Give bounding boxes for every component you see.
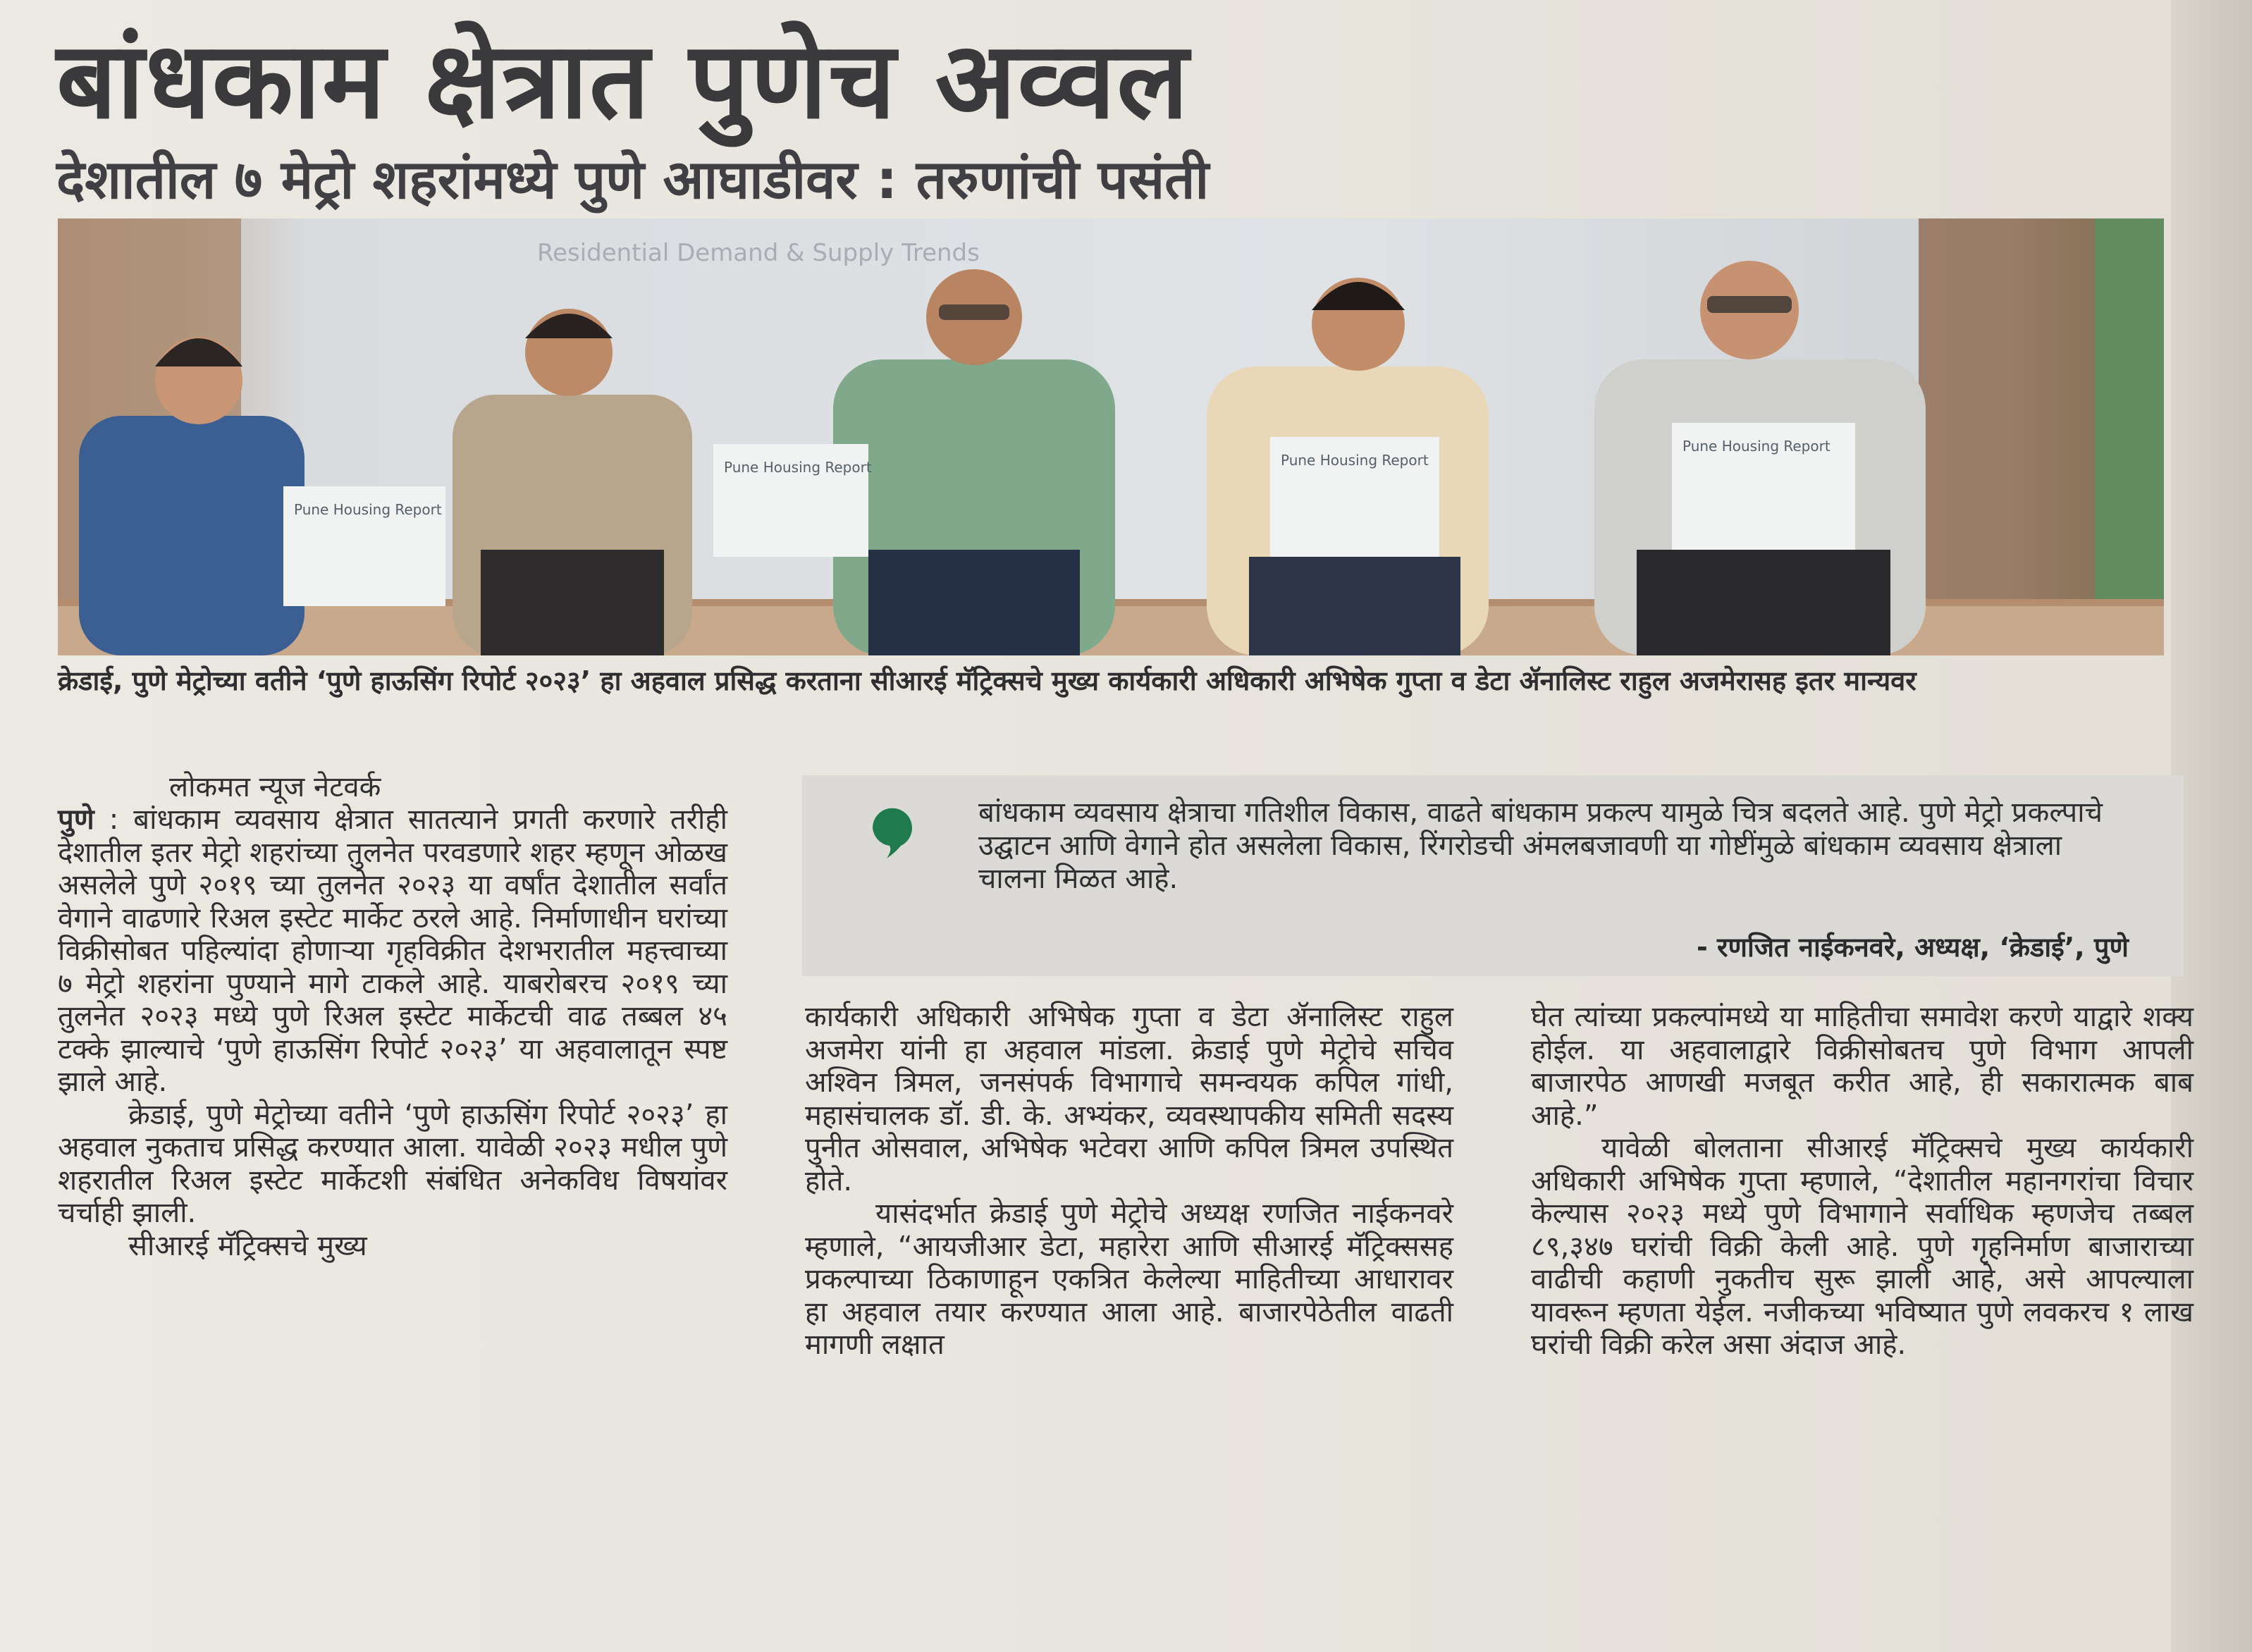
screen-text: Residential Demand & Supply Trends	[537, 239, 980, 267]
report-booklet	[713, 444, 872, 557]
svg-text:Pune Housing Report: Pune Housing Report	[1281, 452, 1429, 469]
article-column-3	[1531, 1001, 2193, 1362]
paragraph: पुणे : बांधकाम व्यवसाय क्षेत्रात सातत्याने प्रगती करणारे तरीही देशातील इतर मेट्रो शहरांच्या तुलनेत परवडणारे शहर म्हणून ओळख असलेले पुणे २०१९ च्या तुलनेत २०२३ या वर्षांत देशातील सर्वांत वेगाने वाढणारे रिअल इस्टेट मार्केट ठरले आहे. निर्माणाधीन घरांच्या विक्रीसोबत पहिल्यांदा होणाऱ्या गृहविक्रीत देशभरातील महत्त्वाच्या ७ मेट्रो शहरांना पुण्याने मागे टाकले आहे. याबरोबरच २०१९ च्या तुलनेत २०२३ मध्ये पुणे रिअल इस्टेट मार्केटची वाढ तब्बल ४५ टक्के झाल्याचे ‘पुणे हाऊसिंग रिपोर्ट २०२३’ या अहवालातून स्पष्ट झाले आहे.	[58, 803, 727, 1098]
byline: लोकमत न्यूज नेटवर्क	[169, 771, 381, 803]
photo-caption	[58, 662, 2158, 740]
report-booklet	[283, 486, 445, 606]
paragraph: कार्यकारी अधिकारी अभिषेक गुप्ता व डेटा ॲनालिस्ट राहुल अजमेरा यांनी हा अहवाल मांडला. क्रेडाई पुणे मेट्रोचे सचिव अश्विन त्रिमल, जनसंपर्क विभागाचे समन्वयक कपिल गांधी, महासंचालक डॉ. डी. के. अभ्यंकर, व्यवस्थापकीय समिती सदस्य पुनीत ओसवाल, अभिषेक भटेवरा आणि कपिल त्रिमल उपस्थित होते.	[805, 1001, 1453, 1197]
pull-quote-text: बांधकाम व्यवसाय क्षेत्राचा गतिशील विकास, वाढते बांधकाम प्रकल्प यामुळे चित्र बदलते आहे. पुणे मेट्रो प्रकल्पाचे उद्घाटन आणि वेगाने होत असलेला विकास, रिंगरोडची अंमलबजावणी या गोष्टींमुळे बांधकाम व्यवसाय क्षेत्राला चालना मिळत आहे.	[978, 796, 2103, 895]
article-column-2	[805, 1001, 1453, 1362]
caption-text: क्रेडाई, पुणे मेट्रोच्या वतीने ‘पुणे हाऊसिंग रिपोर्ट २०२३’ हा अहवाल प्रसिद्ध करताना सीआरई मॅट्रिक्सचे मुख्य कार्यकारी अधिकारी अभिषेक गुप्ता व डेटा ॲनालिस्ट राहुल अजमेरासह इतर मान्यवर	[58, 665, 1916, 696]
headline: बांधकाम क्षेत्रात पुणेच अव्वल	[56, 20, 1190, 142]
subheadline: देशातील ७ मेट्रो शहरांमध्ये पुणे आघाडीवर : तरुणांची पसंती	[56, 148, 1210, 211]
svg-text:Pune Housing Report: Pune Housing Report	[724, 459, 872, 476]
pull-quote-attribution: - रणजित नाईकनवरे, अध्यक्ष, ‘क्रेडाई’, पुणे	[1696, 932, 2129, 963]
event-photo	[58, 218, 2164, 655]
paragraph: यावेळी बोलताना सीआरई मॅट्रिक्सचे मुख्य कार्यकारी अधिकारी अभिषेक गुप्ता म्हणाले, “देशातील महानगरांचा विचार केल्यास २०२३ मध्ये पुणे विभागाने सर्वाधिक म्हणजेच तब्बल ८९,३४७ घरांची विक्री केली आहे. पुणे गृहनिर्माण बाजाराच्या वाढीची कहाणी नुकतीच सुरू झाली आहे, असे आपल्याला यावरून म्हणता येईल. नजीकच्या भविष्यात पुणे लवकरच १ लाख घरांची विक्री करेल असा अंदाज आहे.	[1531, 1132, 2193, 1361]
paragraph: यासंदर्भात क्रेडाई पुणे मेट्रोचे अध्यक्ष रणजित नाईकनवरे म्हणाले, “आयजीआर डेटा, महारेरा आणि सीआरई मॅट्रिक्ससह प्रकल्पाच्या ठिकाणाहून एकत्रित केलेल्या माहितीच्या आधारावर हा अहवाल तयार करण्यात आला आहे. बाजारपेठेतील वाढती मागणी लक्षात	[805, 1197, 1453, 1361]
dateline: पुणे	[58, 803, 94, 836]
paragraph: क्रेडाई, पुणे मेट्रोच्या वतीने ‘पुणे हाऊसिंग रिपोर्ट २०२३’ हा अहवाल नुकताच प्रसिद्ध करण्यात आला. यावेळी २०२३ मधील पुणे शहरातील रिअल इस्टेट मार्केटशी संबंधित अनेकविध विषयांवर चर्चाही झाली.	[58, 1098, 727, 1229]
svg-text:Pune Housing Report: Pune Housing Report	[1682, 438, 1830, 455]
article-column-1	[58, 803, 727, 1262]
report-booklet	[1270, 437, 1439, 557]
report-booklet	[1672, 423, 1855, 550]
paragraph: सीआरई मॅट्रिक्सचे मुख्य	[128, 1229, 367, 1262]
svg-text:Pune Housing Report: Pune Housing Report	[294, 501, 442, 518]
paragraph: घेत त्यांच्या प्रकल्पांमध्ये या माहितीचा समावेश करणे याद्वारे शक्य होईल. या अहवालाद्वारे विक्रीसोबतच पुणे विभाग आपली बाजारपेठ आणखी मजबूत करीत आहे, ही सकारात्मक बाब आहे.”	[1531, 1001, 2193, 1132]
